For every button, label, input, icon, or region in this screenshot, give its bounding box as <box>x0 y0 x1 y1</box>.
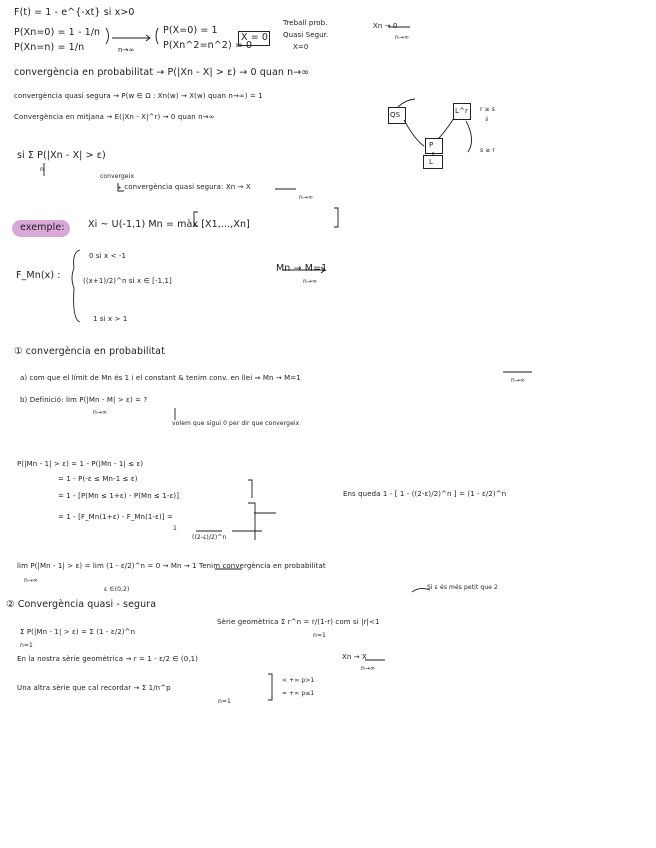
side-note-1: Treball prob. <box>283 19 328 27</box>
our-series-right-sub: n→∞ <box>361 665 376 672</box>
diagram-legend-mid: ⇓ <box>484 116 490 123</box>
example-badge: exemple: <box>20 222 65 233</box>
series-conclusion-sub: n→∞ <box>299 194 314 201</box>
def-almost-sure: convergència quasi segura → P(w ∈ Ω : Xn(w) → X(w) quan n→∞) = 1 <box>14 92 263 100</box>
other-series-sub: n=1 <box>218 698 231 705</box>
other-series-case-1: < +∞ p>1 <box>282 677 315 684</box>
calc-line-4-sub: 1 <box>173 525 177 532</box>
series-converges: convergeix <box>100 173 135 180</box>
our-series: En la nostra sèrie geomètrica → r = 1 - ε/2 ∈ (0,1) <box>17 655 198 663</box>
pmf-line-1: P(Xn=0) = 1 - 1/n <box>14 27 101 38</box>
diagram-label-lr: L^r <box>455 107 468 115</box>
side-note-2: Quasi Segur. <box>283 31 329 39</box>
part1-b: b) Definició: lim P(|Mn - M| > ε) = ? <box>20 396 148 404</box>
side-note-3: X=0 <box>293 43 309 51</box>
limit-result: lim P(|Mn - 1| > ε) = lim (1 - ε/2)^n = 0 → Mn → 1 Tenim convergència en probabilitat <box>17 562 326 570</box>
top-right-limit-sub: n→∞ <box>395 34 410 41</box>
geometric-series-sub: n=1 <box>313 632 326 639</box>
part1-b-sub: n→∞ <box>93 409 108 416</box>
pmf-line-2: P(Xn=n) = 1/n <box>14 42 85 53</box>
def-mean: Convergència en mitjana → E(|Xn - X|^r) → 0 quan n→∞ <box>14 113 215 121</box>
cdf-definition: F(t) = 1 - e^{-xt} si x>0 <box>14 7 135 18</box>
def-probability: convergència en probabilitat → P(|Xn - X| > ε) → 0 quan n→∞ <box>14 67 310 78</box>
max-limit: Mn → M=1 <box>276 263 328 274</box>
part2-sum-sub: n=1 <box>20 642 33 649</box>
top-right-limit: Xn → 0 <box>373 22 398 30</box>
part1-b-note: volem que sigui 0 per dir que convergeix <box>172 420 300 427</box>
cdf-case-1: 0 si x < -1 <box>89 252 127 260</box>
max-limit-sub: n→∞ <box>303 278 318 285</box>
prob-result-2: P(Xn^2=n^2) = 0 <box>163 40 253 51</box>
part2-sum: Σ P(|Mn - 1| > ε) = Σ (1 - ε/2)^n <box>20 628 136 636</box>
limit-result-note: ε ∈(0,2) <box>104 586 130 593</box>
part1-title: ① convergència en probabilitat <box>14 346 165 357</box>
boxed-text: X = 0 <box>241 32 269 43</box>
limit-label: n→∞ <box>118 46 135 54</box>
diagram-label-p: P <box>429 141 434 149</box>
other-series: Una altra sèrie que cal recordar → Σ 1/n^p <box>17 684 171 692</box>
calc-line-5: ((2-ε)/2)^n <box>192 534 227 541</box>
series-criterion: si Σ P(|Xn - X| > ε) <box>17 150 106 161</box>
other-series-case-2: = +∞ p≤1 <box>282 690 315 697</box>
example-statement: Xi ~ U(-1,1) Mn = màx [X1,...,Xn] <box>88 219 250 230</box>
part2-side-note: Si ε és més petit que 2 <box>427 584 498 591</box>
calc-line-4: = 1 - [F_Mn(1+ε) - F_Mn(1-ε)] = <box>58 513 173 521</box>
geometric-series: Sèrie geomètrica Σ r^n = r/(1-r) com si |r|<1 <box>217 618 380 626</box>
calc-line-3: = 1 - [P(Mn ≤ 1+ε) - P(Mn ≤ 1-ε)] <box>58 492 180 500</box>
part2-title: ② Convergència quasi - segura <box>6 599 157 610</box>
calc-line-1: P(|Mn - 1| > ε) = 1 - P(|Mn - 1| ≤ ε) <box>17 460 144 468</box>
cdf-case-3: 1 si x > 1 <box>93 315 128 323</box>
part1-a: a) com que el límit de Mn és 1 i el constant & tenim conv. en llei ⇒ Mn → M=1 <box>20 374 301 382</box>
cdf-case-2: ((x+1)/2)^n si x ∈ [-1,1] <box>83 277 172 285</box>
diagram-legend-bot: s ≥ r <box>480 147 495 154</box>
series-conclusion: ↳ convergència quasi segura: Xn → X <box>116 183 251 191</box>
calc-line-2: = 1 - P(-ε ≤ Mn-1 ≤ ε) <box>58 475 138 483</box>
diagram-label-l: L <box>429 158 433 166</box>
remaining-expression: Ens queda 1 - [ 1 - ((2-ε)/2)^n ] = (1 - ε/2)^n <box>343 490 507 498</box>
limit-result-sub: n→∞ <box>24 577 39 584</box>
series-index: n <box>40 166 44 173</box>
diagram-label-qs: QS <box>390 111 401 119</box>
part1-a-sub: n→∞ <box>511 377 526 384</box>
cdf-max-label: F_Mn(x) : <box>16 270 61 281</box>
our-series-right: Xn → X <box>342 653 367 661</box>
diagram-legend-top: r ≥ s <box>480 106 495 113</box>
prob-result-1: P(X=0) = 1 <box>163 25 218 36</box>
